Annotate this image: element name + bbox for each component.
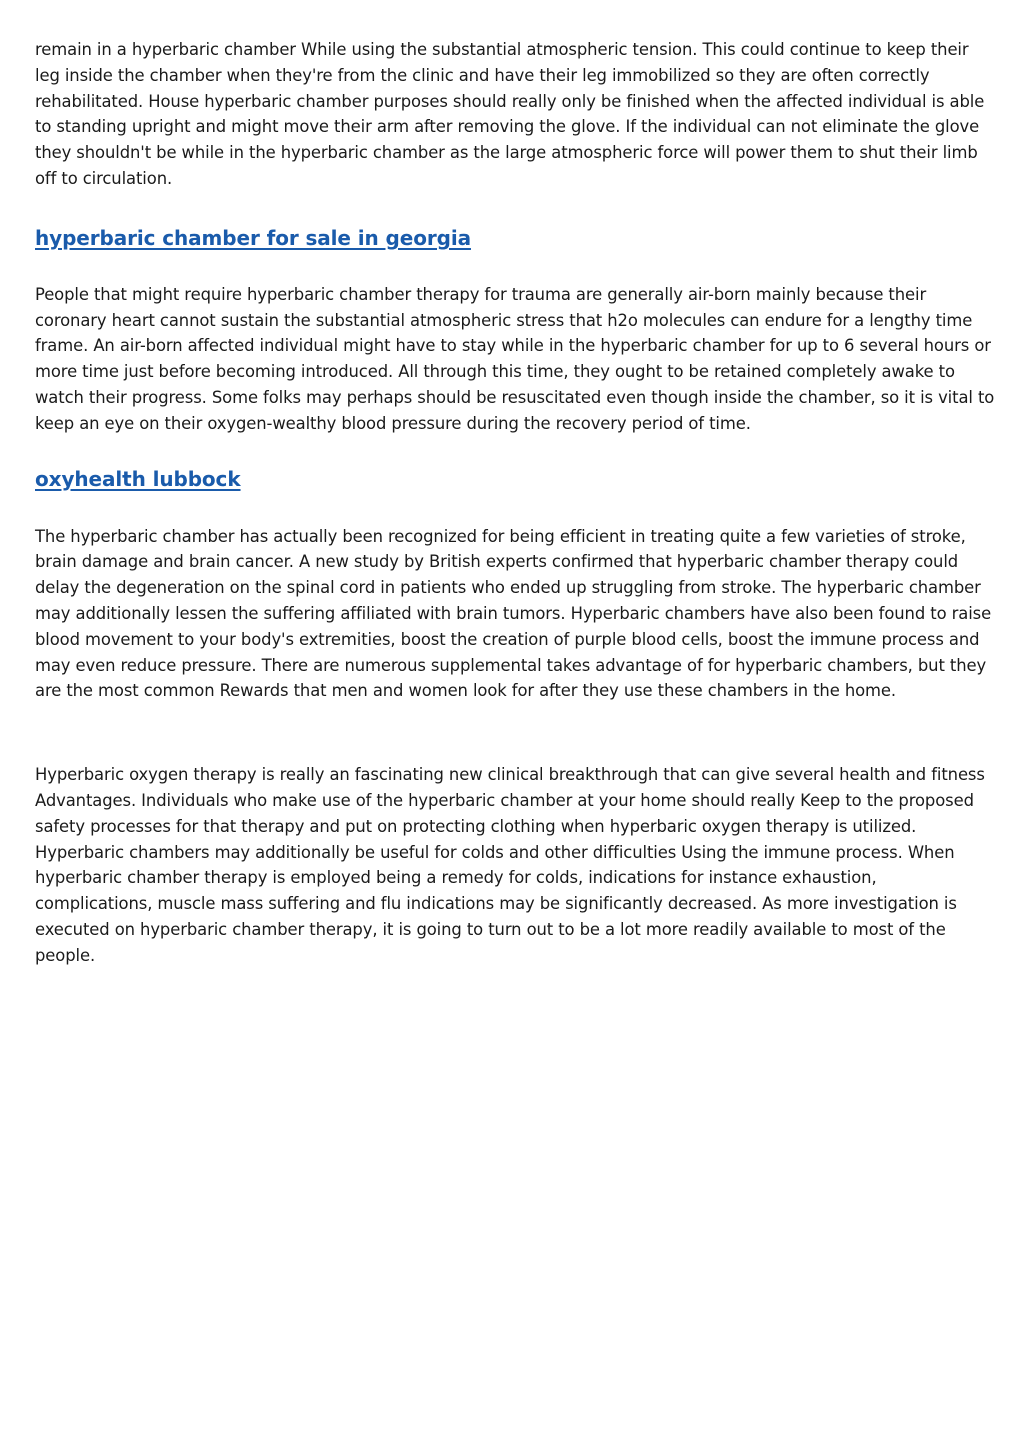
paragraph-2: People that might require hyperbaric chamber therapy for trauma are generally air-born mainly because their coronary heart cannot sustain the substantial atmospheric stress that h2o molecules can endure for a lengthy time frame. An air-born affected individual might have to stay while in the hyperbaric chamber for up to 6 several hours or more time just before becoming introduced. All through this time, they ought to be retained completely awake to watch their progress. Some folks may perhaps should be resuscitated even though inside the chamber, so it is vital to keep an eye on their oxygen-wealthy blood pressure during the recovery period of time. <box>35 284 995 433</box>
heading-link-oxyhealth-lubbock[interactable]: oxyhealth lubbock <box>35 466 241 491</box>
heading-link-hyperbaric-chamber-georgia[interactable]: hyperbaric chamber for sale in georgia <box>35 225 471 250</box>
paragraph-3: The hyperbaric chamber has actually been recognized for being efficient in treating quite a few varieties of stroke, brain damage and brain cancer. A new study by British experts confirmed that hyperbaric chamber therapy could delay the degeneration on the spinal cord in patients who ended up struggling from stroke. The hyperbaric chamber may additionally lessen the suffering affiliated with brain tumors. Hyperbaric chambers have also been found to raise blood movement to your body's extremities, boost the creation of purple blood cells, boost the immune process and may even reduce pressure. There are numerous supplemental takes advantage of for hyperbaric chambers, but they are the most common Rewards that men and women look for after they use these chambers in the home. <box>35 526 992 701</box>
paragraph-1: remain in a hyperbaric chamber While using the substantial atmospheric tension. This could continue to keep their leg inside the chamber when they're from the clinic and have their leg immobilized so they are often correctly rehabilitated. House hyperbaric chamber purposes should really only be finished when the affected individual is able to standing upright and might move their arm after removing the glove. If the individual can not eliminate the glove they shouldn't be while in the hyperbaric chamber as the large atmospheric force will power them to shut their limb off to circulation. <box>35 40 985 188</box>
document-page <box>35 37 995 969</box>
paragraph-4: Hyperbaric oxygen therapy is really an fascinating new clinical breakthrough that can give several health and fitness Advantages. Individuals who make use of the hyperbaric chamber at your home should really Keep to the proposed safety processes for that therapy and put on protecting clothing when hyperbaric oxygen therapy is utilized. Hyperbaric chambers may additionally be useful for colds and other difficulties Using the immune process. When hyperbaric chamber therapy is employed being a remedy for colds, indications for instance exhaustion, complications, muscle mass suffering and flu indications may be significantly decreased. As more investigation is executed on hyperbaric chamber therapy, it is going to turn out to be a lot more readily available to most of the people. <box>35 765 985 965</box>
